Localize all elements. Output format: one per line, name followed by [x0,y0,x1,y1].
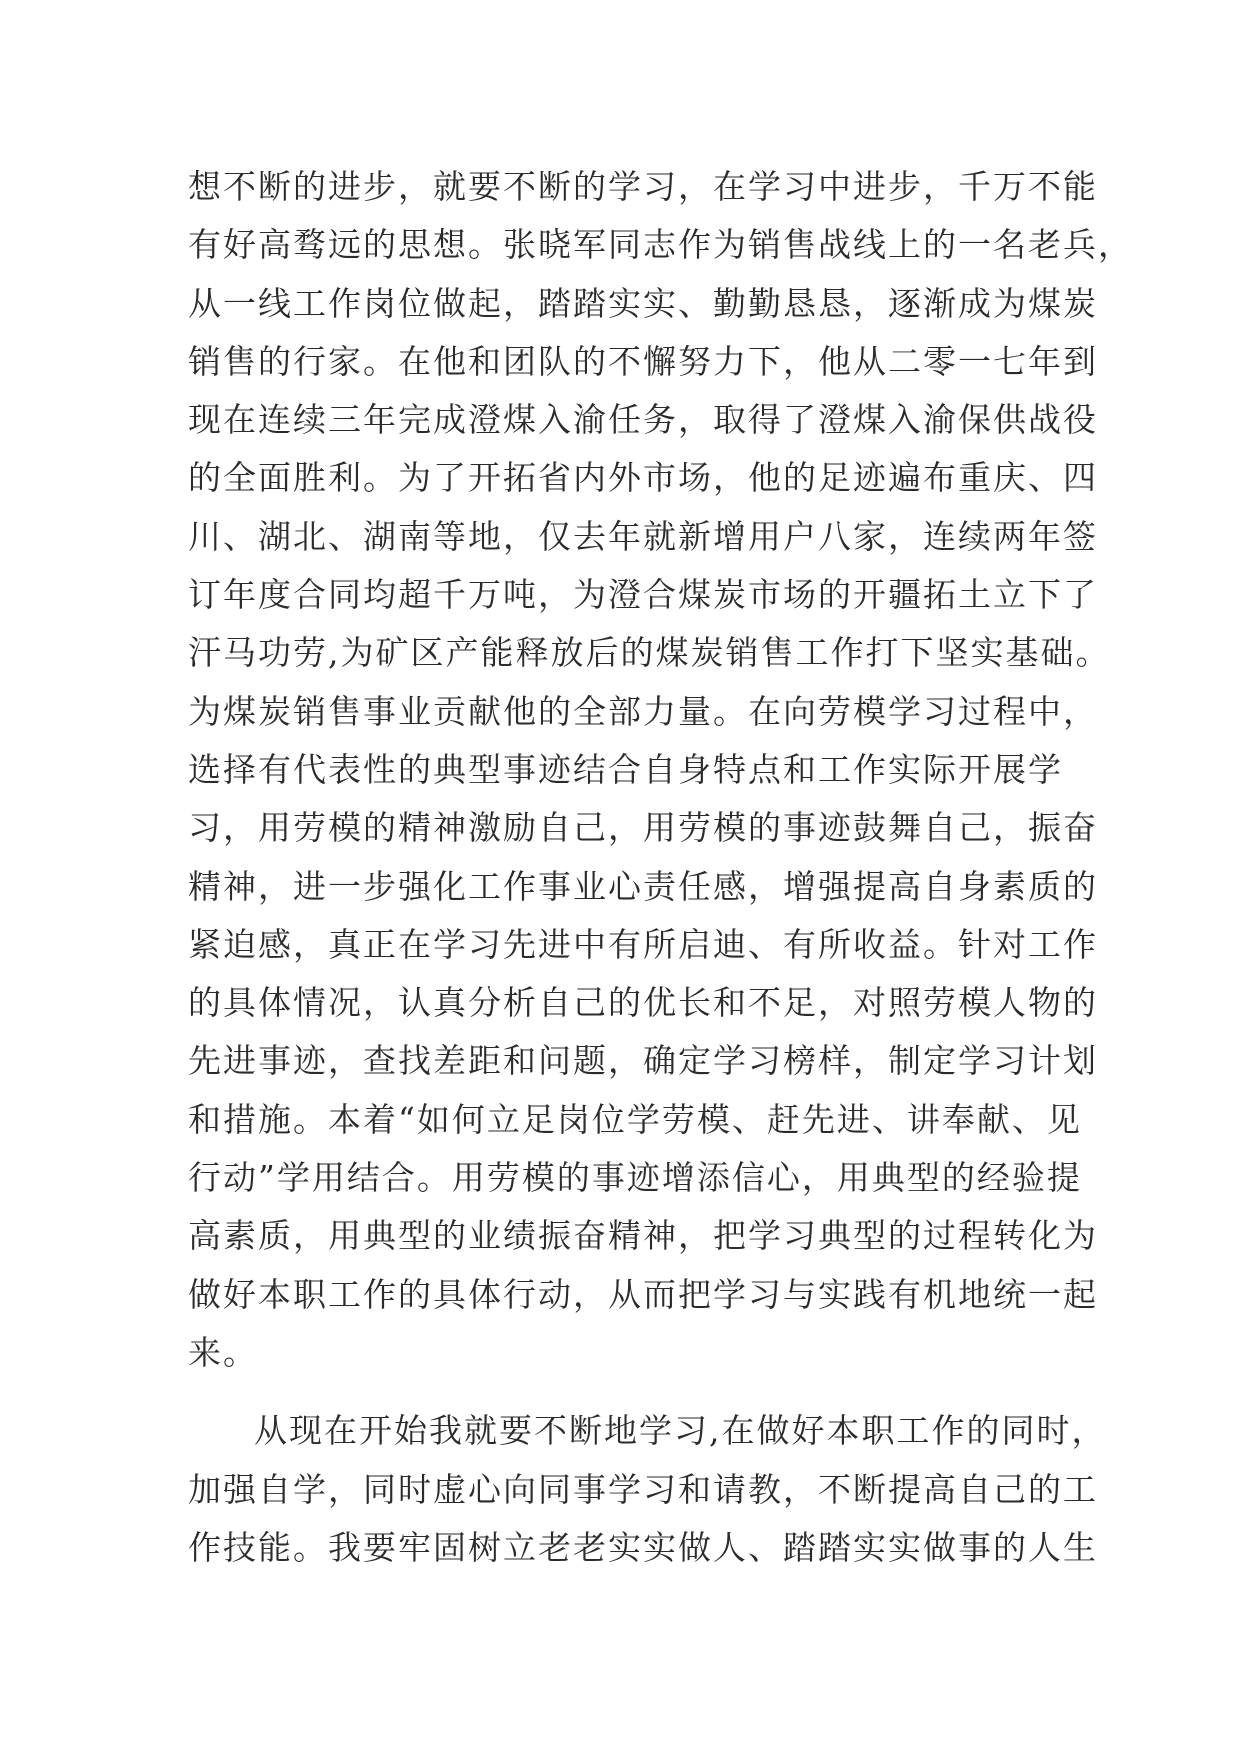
text-line: 选择有代表性的典型事迹结合自身特点和工作实际开展学 [188,749,1063,789]
text-line: 的全面胜利。为了开拓省内外市场，他的足迹遍布重庆、四 [188,458,1098,498]
text-line: 从现在开始我就要不断地学习,在做好本职工作的同时， [254,1411,1107,1451]
document-body [188,158,1133,1577]
text-line: 和措施。本着“如何立足岗位学劳模、赶先进、讲奉献、见 [188,1099,1082,1139]
text-line: 先进事迹，查找差距和问题，确定学习榜样，制定学习计划 [188,1041,1098,1081]
text-line: 习，用劳模的精神激励自己，用劳模的事迹鼓舞自己，振奋 [188,808,1098,848]
text-line: 从一线工作岗位做起，踏踏实实、勤勤恳恳，逐渐成为煤炭 [188,283,1098,323]
text-line: 汗马功劳,为矿区产能释放后的煤炭销售工作打下坚实基础。 [188,633,1111,673]
text-line: 为煤炭销售事业贡献他的全部力量。在向劳模学习过程中， [188,691,1098,731]
paragraph-1 [188,158,1133,1382]
text-line: 做好本职工作的具体行动，从而把学习与实践有机地统一起 [188,1274,1098,1314]
text-line: 的具体情况，认真分析自己的优长和不足，对照劳模人物的 [188,983,1098,1023]
text-line: 有好高骛远的思想。张晓军同志作为销售战线上的一名老兵， [188,225,1133,265]
text-line: 紧迫感，真正在学习先进中有所启迪、有所收益。针对工作 [188,924,1098,964]
text-line: 来。 [188,1332,258,1372]
text-line: 作技能。我要牢固树立老老实实做人、踏踏实实做事的人生 [188,1527,1098,1567]
text-line: 现在连续三年完成澄煤入渝任务，取得了澄煤入渝保供战役 [188,400,1098,440]
text-line: 高素质，用典型的业绩振奋精神，把学习典型的过程转化为 [188,1216,1098,1256]
paragraph-2 [188,1402,1107,1577]
paragraph-spacing [188,1382,1088,1402]
text-line: 销售的行家。在他和团队的不懈努力下，他从二零一七年到 [188,341,1098,381]
text-line: 订年度合同均超千万吨，为澄合煤炭市场的开疆拓土立下了 [188,575,1098,615]
text-line: 精神，进一步强化工作事业心责任感，增强提高自身素质的 [188,866,1098,906]
text-line: 加强自学，同时虚心向同事学习和请教，不断提高自己的工 [188,1469,1098,1509]
text-line: 川、湖北、湖南等地，仅去年就新增用户八家，连续两年签 [188,516,1098,556]
text-line: 想不断的进步，就要不断的学习，在学习中进步，千万不能 [188,167,1098,206]
text-line: 行动”学用结合。用劳模的事迹增添信心，用典型的经验提 [188,1158,1082,1198]
